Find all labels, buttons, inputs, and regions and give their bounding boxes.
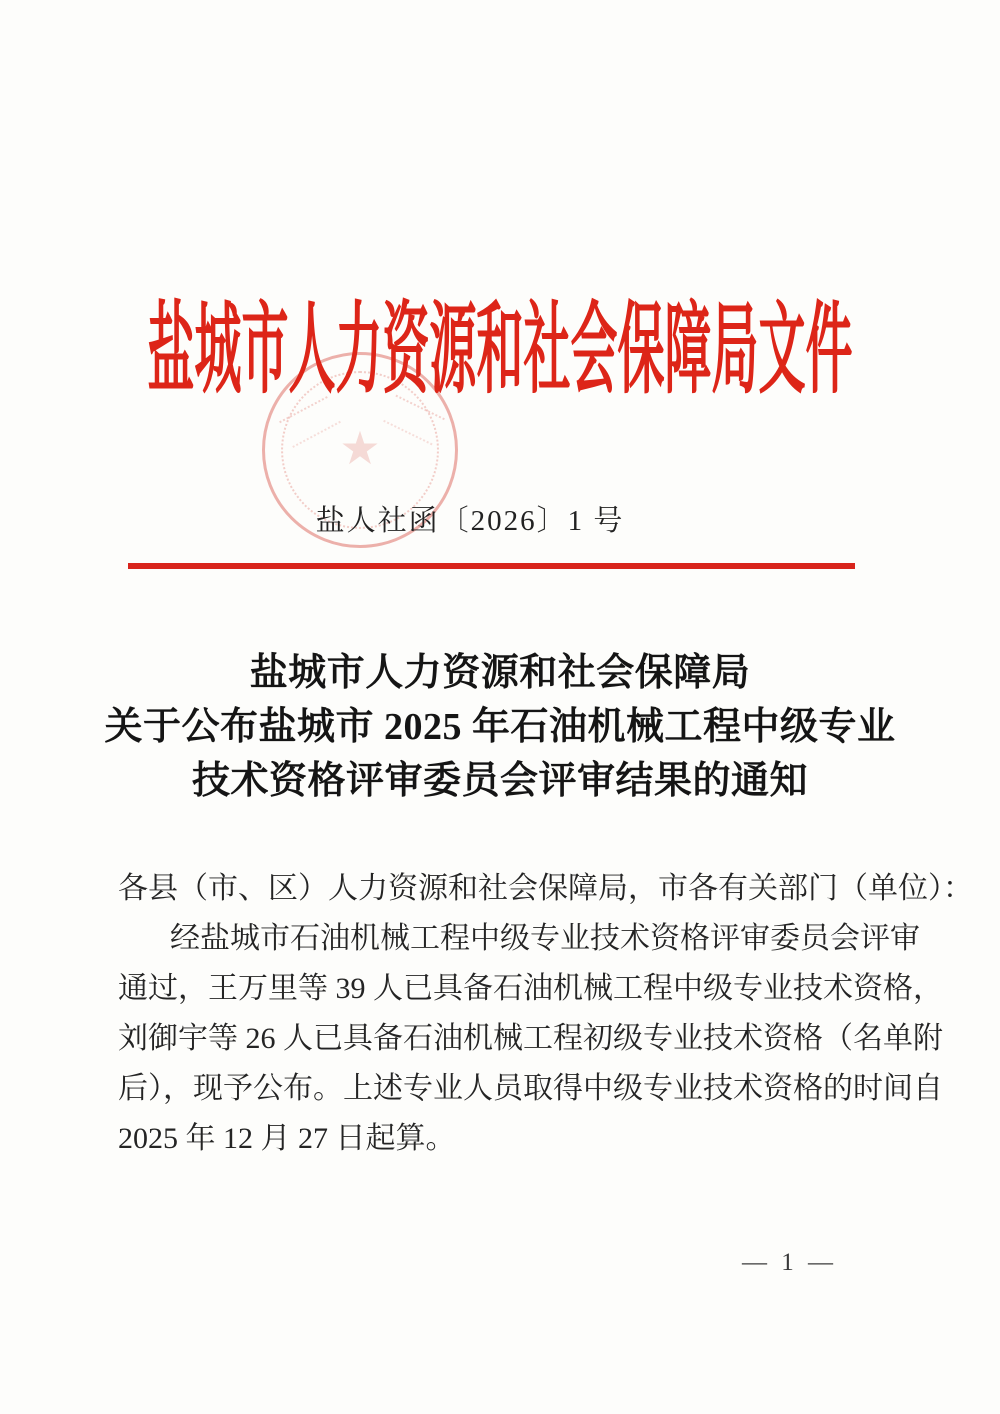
document-number: 盐人社函〔2026〕1 号 [315, 505, 625, 537]
red-divider-line [128, 563, 855, 569]
body-text-line: 2025 年 12 月 27 日起算。 [118, 1122, 456, 1155]
seal-star-icon: ★ [339, 420, 381, 475]
body-text-line: 后），现予公布。上述专业人员取得中级专业技术资格的时间自 [118, 1072, 943, 1105]
document-title-line-2: 关于公布盐城市 2025 年石油机械工程中级专业 [104, 706, 896, 748]
page-number: — 1 — [742, 1249, 837, 1276]
body-text-line: 经盐城市石油机械工程中级专业技术资格评审委员会评审 [170, 922, 920, 955]
body-text-line: 刘御宇等 26 人已具备石油机械工程初级专业技术资格（名单附 [118, 1022, 943, 1055]
document-title-line-1: 盐城市人力资源和社会保障局 [249, 652, 751, 694]
document-title-line-3: 技术资格评审委员会评审结果的通知 [191, 760, 808, 802]
body-text-line: 通过，王万里等 39 人已具备石油机械工程中级专业技术资格， [118, 972, 943, 1005]
letterhead-org-title: 盐城市人力资源和社会保障局文件 [147, 296, 853, 407]
body-salutation-line: 各县（市、区）人力资源和社会保障局，市各有关部门（单位）： [118, 872, 973, 905]
document-title [60, 646, 940, 808]
document-body [118, 864, 973, 1164]
